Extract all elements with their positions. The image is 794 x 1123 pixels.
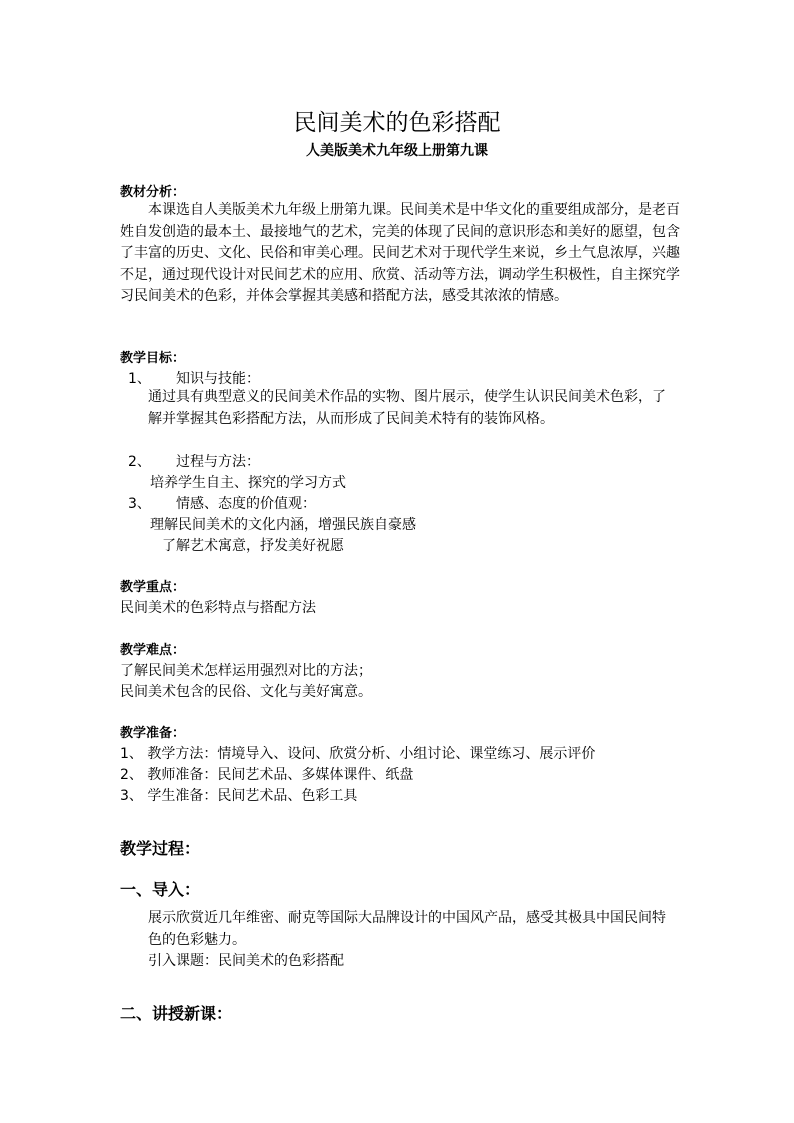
goal-1-text: 通过具有典型意义的民间美术作品的实物、图片展示，使学生认识民间美术色彩，了解并掌握其色彩搭配方法，从而形成了民间美术特有的装饰风格。 bbox=[148, 389, 666, 427]
key-point-text: 民间美术的色彩特点与搭配方法 bbox=[120, 600, 316, 616]
analysis-body: 本课选自人美版美术九年级上册第九课。民间美术是中华文化的重要组成部分，是老百姓自发创造的最本土、最接地气的艺术，完美的体现了民间的意识形态和美好的愿望，包含了丰富的历史、文化、民俗和审美心理。民间艺术对于现代学生来说，乡土气息浓厚，兴趣不足，通过现代设计对民间艺术的应用、欣赏、活动等方法，调动学生积极性，自主探究学习民间美术的色彩，并体会掌握其美感和搭配方法，感受其浓浓的情感。 bbox=[120, 202, 680, 304]
page-title: 民间美术的色彩搭配 bbox=[293, 110, 501, 136]
difficult-point-line-1: 了解民间美术怎样运用强烈对比的方法； bbox=[120, 663, 372, 679]
new-lesson-heading: 二、讲授新课： bbox=[120, 1004, 233, 1023]
goal-3-text-2: 了解艺术寓意，抒发美好祝愿 bbox=[162, 538, 344, 554]
goal-3-text-1: 理解民间美术的文化内涵，增强民族自豪感 bbox=[150, 517, 416, 533]
goals-heading: 教学目标： bbox=[120, 351, 186, 366]
page-subtitle: 人美版美术九年级上册第九课 bbox=[306, 143, 488, 159]
goal-3-number: 3、 bbox=[128, 496, 151, 512]
analysis-heading: 教材分析： bbox=[120, 185, 186, 200]
process-heading: 教学过程： bbox=[120, 839, 201, 858]
intro-text: 展示欣赏近几年维密、耐克等国际大品牌设计的中国风产品，感受其极具中国民间特色的色彩魅力。 bbox=[148, 910, 666, 948]
preparation-line-3: 3、 学生准备：民间艺术品、色彩工具 bbox=[120, 788, 358, 804]
goal-3-label: 情感、态度的价值观： bbox=[176, 496, 316, 512]
difficult-point-line-2: 民间美术包含的民俗、文化与美好寓意。 bbox=[120, 684, 372, 700]
goal-2-label: 过程与方法： bbox=[176, 454, 260, 470]
preparation-line-1: 1、 教学方法：情境导入、设问、欣赏分析、小组讨论、课堂练习、展示评价 bbox=[120, 746, 596, 762]
key-point-heading: 教学重点： bbox=[120, 580, 186, 595]
goal-1-number: 1、 bbox=[128, 371, 151, 387]
goal-1-label: 知识与技能： bbox=[176, 371, 260, 387]
intro-heading: 一、导入： bbox=[120, 880, 201, 899]
intro-topic: 引入课题：民间美术的色彩搭配 bbox=[148, 953, 344, 969]
difficult-point-heading: 教学难点： bbox=[120, 643, 186, 658]
goal-2-text: 培养学生自主、探究的学习方式 bbox=[150, 475, 346, 491]
preparation-line-2: 2、 教师准备：民间艺术品、多媒体课件、纸盘 bbox=[120, 767, 414, 783]
goal-2-number: 2、 bbox=[128, 454, 151, 470]
preparation-heading: 教学准备： bbox=[120, 726, 186, 741]
